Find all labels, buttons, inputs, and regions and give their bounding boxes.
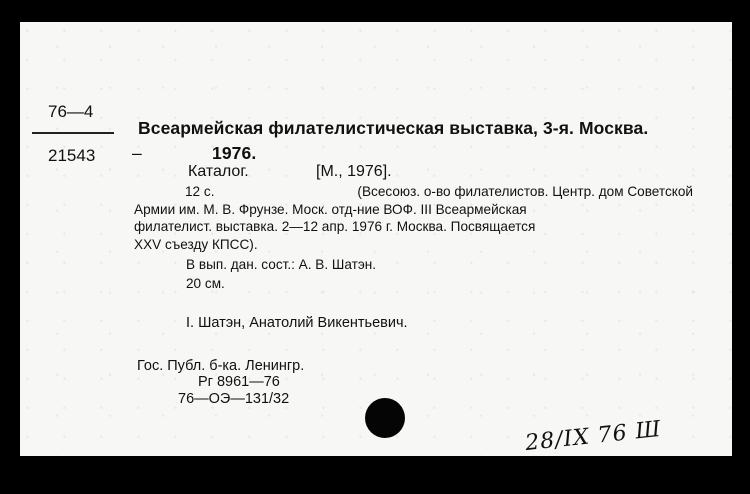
description-line-3: филателист. выставка. 2—12 апр. 1976 г. Москва. Посвящается (134, 219, 536, 234)
catalog-card (20, 22, 732, 456)
description-line-4: XXV съезду КПСС). (134, 237, 258, 252)
description-line-1 (185, 184, 693, 199)
catalog-title: Каталог. (188, 163, 249, 180)
library-name: Гос. Публ. б-ка. Ленингр. (137, 358, 305, 374)
imprint: [М., 1976]. (316, 163, 392, 180)
call-number-rule (32, 132, 114, 134)
series-note-start: (Всесоюз. о-во филателистов. Центр. дом Советской (357, 184, 693, 199)
handwritten-signature: 28/IX 76 Ш (524, 416, 663, 457)
shelf-mark: Рг 8961—76 (198, 374, 280, 390)
heading-year: 1976. (212, 143, 257, 163)
heading-dash: – (132, 143, 142, 163)
call-number-top: 76—4 (48, 102, 94, 121)
size-note: 20 см. (186, 276, 225, 291)
card-number: 76—ОЭ—131/32 (178, 391, 290, 407)
punch-hole (365, 398, 405, 438)
heading-line: Всеармейская филателистическая выставка, 3-я. Москва. (138, 118, 649, 138)
compiler-note: В вып. дан. сост.: А. В. Шатэн. (186, 257, 377, 272)
pagination: 12 с. (185, 184, 215, 199)
call-number-bottom: 21543 (48, 146, 96, 165)
description-line-2: Армии им. М. В. Фрунзе. Моск. отд-ние ВОФ. III Всеармейская (134, 202, 527, 217)
added-entry: I. Шатэн, Анатолий Викентьевич. (186, 315, 408, 331)
